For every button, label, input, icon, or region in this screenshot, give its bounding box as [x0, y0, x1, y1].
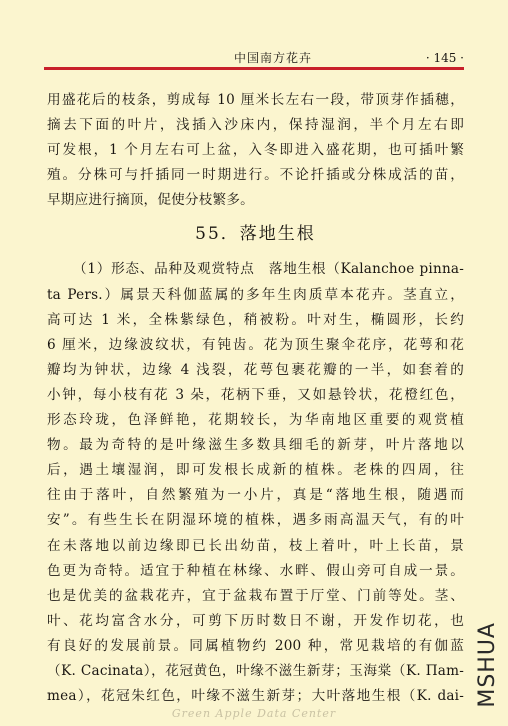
watermark-text: Green Apple Data Center	[171, 707, 337, 720]
text-line: 在未落地以前边缘即已长出幼苗，枝上着叶，叶上长苗，景	[47, 537, 464, 554]
text-line: 往由于落叶，自然繁殖为一小片，真是“落地生根，随遇而	[47, 487, 464, 504]
text-line: mea），花冠朱红色，叶缘不滋生新芽；大叶落地生根（K. dai-	[47, 688, 464, 705]
text-line: 叶、花均富含水分，可剪下历时数日不谢，开发作切花，也	[47, 612, 464, 629]
page-number: · 145 ·	[425, 51, 464, 65]
text-line: ta Pers.）属景天科伽蓝属的多年生肉质草本花卉。茎直立，	[47, 286, 464, 303]
section-heading: 55．落地生根	[195, 224, 316, 245]
text-line: 瓣均为钟状，边缘 4 浅裂，花萼包裹花瓣的一半，如套着的	[47, 361, 464, 378]
text-line: 6 厘米，边缘波纹状，有钝齿。花为顶生聚伞花序，花萼和花	[47, 336, 464, 353]
text-line: （1）形态、品种及观赏特点 落地生根（Kalanchoe pinna-	[73, 261, 464, 278]
text-line: 色更为奇特。适宜于种植在林缘、水畔、假山旁可自成一景。	[47, 562, 464, 579]
text-line: 高可达 1 米，全株紫绿色，稍被粉。叶对生，椭圆形，长约	[47, 311, 464, 328]
text-line: 殖。分株可与扦插同一时期进行。不论扦插或分株成活的苗，	[47, 167, 464, 184]
text-line: 物。最为奇特的是叶缘滋生多数具细毛的新芽，叶片落地以	[47, 437, 464, 454]
header-rule	[44, 67, 464, 70]
text-line: 形态玲珑，色泽鲜艳，花期较长，为华南地区重要的观赏植	[47, 412, 464, 429]
text-line: 用盛花后的枝条，剪成每 10 厘米长左右一段，带顶芽作插穗，	[47, 92, 464, 108]
text-line: 可发根，1 个月左右可上盆，入冬即进入盛花期，也可插叶繁	[47, 142, 464, 159]
side-logo-text: MSHUA	[475, 622, 500, 708]
text-line: 也是优美的盆栽花卉，宜于盆栽布置于厅堂、门前等处。茎、	[47, 587, 464, 604]
running-header	[44, 50, 464, 66]
text-line: 有良好的发展前景。同属植物约 200 种，常见栽培的有伽蓝	[47, 637, 464, 654]
page-body	[47, 88, 464, 709]
text-line: 早期应进行摘顶，促使分枝繁多。	[47, 192, 254, 209]
paragraph-1	[47, 88, 464, 213]
text-line: 小钟，每小枝有花 3 朵，花柄下垂，又如悬铃状，花橙红色，	[47, 386, 464, 403]
text-line: 摘去下面的叶片，浅插入沙床内，保持湿润，半个月左右即	[47, 117, 464, 134]
text-line: 后，遇土壤湿润，即可发根长成新的植株。老株的四周，往	[47, 462, 464, 479]
paragraph-2	[47, 257, 464, 709]
text-line: （K. Cacinata），花冠黄色，叶缘不滋生新芽；玉海棠（K. Пam-	[47, 662, 464, 679]
text-line: 安”。有些生长在阴湿环境的植株，遇多雨高温天气，有的叶	[47, 512, 464, 529]
running-title: 中国南方花卉	[234, 51, 313, 65]
